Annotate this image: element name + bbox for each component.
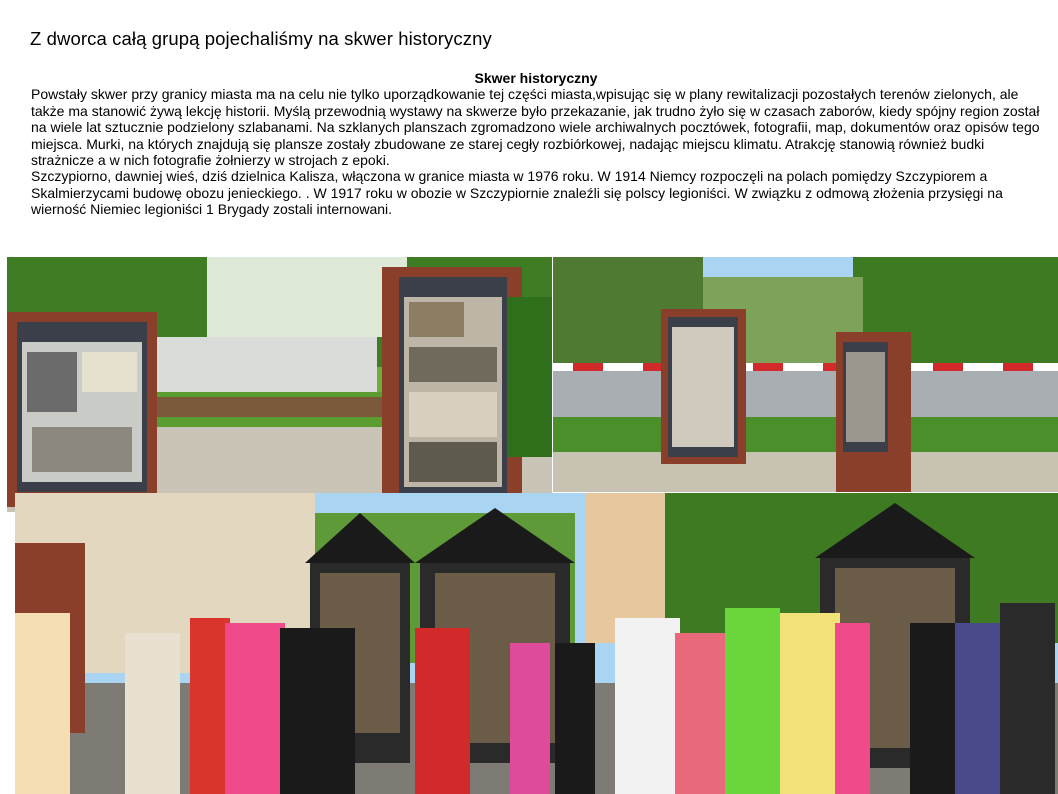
text-block bbox=[31, 70, 1041, 218]
paragraph-szczypiorno-history: Szczypiorno, dawniej wieś, dziś dzielnica Kalisza, włączona w granice miasta w 1976 roku. W 1914 Niemcy rozpoczęli na polach pomiędzy Szczypiorem a Skalmierzycami budowę obozu jenieckiego. . W 1917 roku w obozie w Szczypiornie znaleźli się polscy legioniści. W związku z odmową złożenia przysięgi na wierność Niemiec legioniści 1 Brygady zostali internowani. bbox=[31, 168, 1003, 218]
section-heading: Skwer historyczny bbox=[474, 70, 598, 86]
photo-barriers-and-pillars bbox=[553, 257, 1058, 492]
paragraph-square-description: Powstały skwer przy granicy miasta ma na celu nie tylko uporządkowanie tej części miasta,wpisując się w plany rewitalizacji pozostałych terenów zielonych, ale także ma stanowić żywą lekcję historii. Myślą przewodnią wystawy na skwerze było przekazanie, jak trudno żyło się w czasach zaborów, kiedy spójny region został na wiele lat sztucznie podzielony szlabanami. Na szklanych planszach zgromadzono wiele archiwalnych pocztówek, fotografii, map, dokumentów oraz opisów tego miejsca. Murki, na których znajdują się plansze zostały zbudowane ze starej cegły rozbiórkowej, nadając miejscu klimatu. Atrakcję stanowią również budki strażnicze a w nich fotografie żołnierzy w strojach z epoki. bbox=[31, 86, 1040, 169]
photo-square-info-boards bbox=[7, 257, 552, 512]
photo-group-at-guard-booths bbox=[15, 493, 1058, 794]
slide-title: Z dworca całą grupą pojechaliśmy na skwer historyczny bbox=[30, 28, 492, 49]
